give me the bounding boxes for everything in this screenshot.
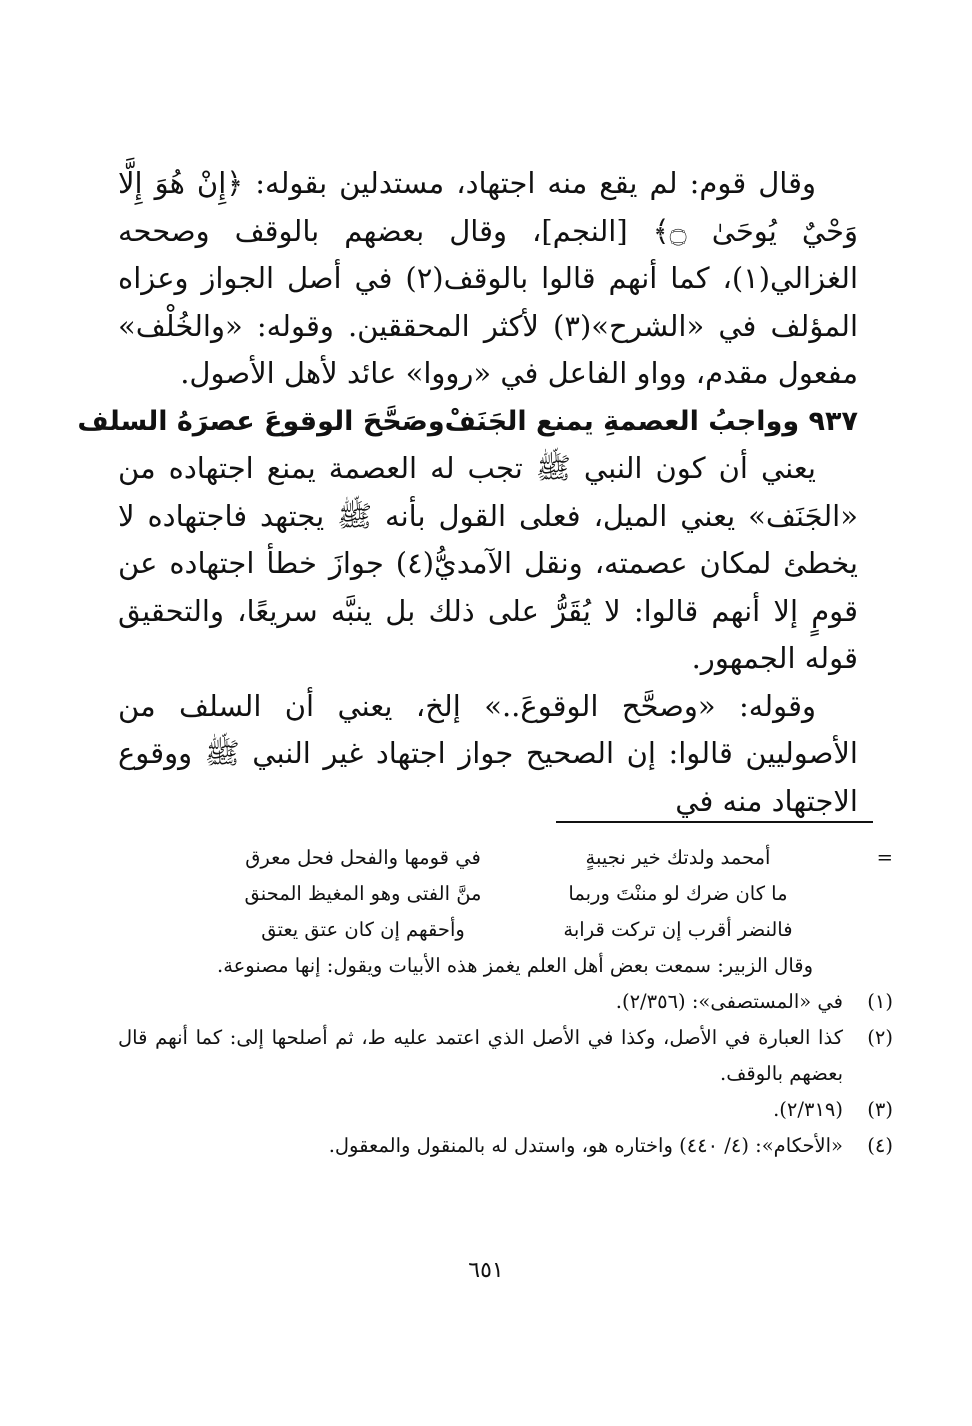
- verse-hemistich-2: وصَحَّحَ الوقوعَ عصرَهُ السلف: [77, 405, 445, 437]
- verse-937: [77, 398, 858, 446]
- verse-number-and-first-hemistich: [445, 398, 858, 446]
- footnote-number: (٢): [867, 1026, 893, 1049]
- paragraph-3: وقوله: «وصحَّح الوقوعَ..» إلخ، يعني أن السلف من الأصوليين قالوا: إن الصحيح جواز اجتهاد غير النبي ﷺ ووقوع الاجتهاد منه في: [118, 688, 858, 818]
- poem-line-3: [118, 912, 893, 948]
- poem-hemistich: أمحمد ولدتك خير نجيبةٍ: [585, 846, 771, 869]
- main-text: [77, 160, 859, 825]
- verse-hemistich-1: وواجبُ العصمةِ يمنع الجَنَفْ: [444, 405, 800, 437]
- footnote-3: [118, 1092, 893, 1128]
- poem-line-1: [118, 840, 893, 876]
- page-number: ٦٥١: [468, 1258, 504, 1283]
- footnote-number: (١): [867, 990, 893, 1013]
- poem-hemistich: فالنضر أقرب إن تركت قرابة: [563, 918, 793, 941]
- paragraph-1: وقال قوم: لم يقع منه اجتهاد، مستدلين بقوله: ﴿إِنْ هُوَ إِلَّا وَحْيٌ يُوحَىٰ ۝﴾ [النجم]، وقال بعضهم بالوقف وصححه الغزالي(١)، كما أنهم قالوا بالوقف(٢) في أصل الجواز وعزاه المؤلف في «الشرح»(٣) لأكثر المحققين. وقوله: «والخُلْف» مفعول مقدم، وواو الفاعل في «رووا» عائد لأهل الأصول.: [118, 166, 858, 390]
- footnote-1: [118, 984, 893, 1020]
- footnote-text: «الأحكام»: (٤/ ٤٤٠) واختاره هو، واستدل له بالمنقول والمعقول.: [328, 1134, 843, 1157]
- footnote-text: كذا العبارة في الأصل، وكذا في الأصل الذي اعتمد عليه ط، ثم أصلحها إلى: كما أنهم قال بعضهم بالوقف.: [118, 1026, 843, 1085]
- poem-hemistich: منَّ الفتى وهو المغيظ المحنق: [244, 882, 482, 905]
- footnote-2: [118, 1020, 893, 1092]
- poem-hemistich: في قومها والفحل فحل معرق: [245, 846, 481, 869]
- poem-hemistich: وأحقهم إن كان عتق يعتق: [261, 918, 465, 941]
- poem-hemistich: ما كان ضرك لو مننْتَ وربما: [568, 882, 788, 905]
- footnote-4: [118, 1128, 893, 1164]
- paragraph-2: يعني أن كون النبي ﷺ تجب له العصمة يمنع اجتهاده من «الجَنَف» يعني الميل، فعلى القول بأنه ﷺ يجتهد فاجتهاده لا يخطئ لمكان عصمته، ونقل الآمديُّ(٤) جوازَ خطأ اجتهاده عن قومٍ إلا أنهم قالوا: لا يُقَرُّ على ذلك بل ينبَّه سريعًا، والتحقيق قوله الجمهور.: [118, 451, 859, 675]
- verse-number: ٩٣٧: [808, 405, 858, 437]
- continuation-mark: =: [876, 846, 893, 869]
- footnote-separator: [556, 821, 873, 823]
- footnote-continuation-text: وقال الزبير: سمعت بعض أهل العلم يغمز هذه الأبيات ويقول: إنها مصنوعة.: [217, 954, 813, 977]
- footnote-number: (٣): [867, 1098, 893, 1121]
- footnote-text: (٢/٣١٩).: [773, 1098, 843, 1121]
- poem-line-2: [118, 876, 893, 912]
- footnote-number: (٤): [867, 1134, 893, 1157]
- footnotes: [118, 840, 893, 1164]
- footnote-text: في «المستصفى»: (٢/٣٥٦).: [615, 990, 843, 1013]
